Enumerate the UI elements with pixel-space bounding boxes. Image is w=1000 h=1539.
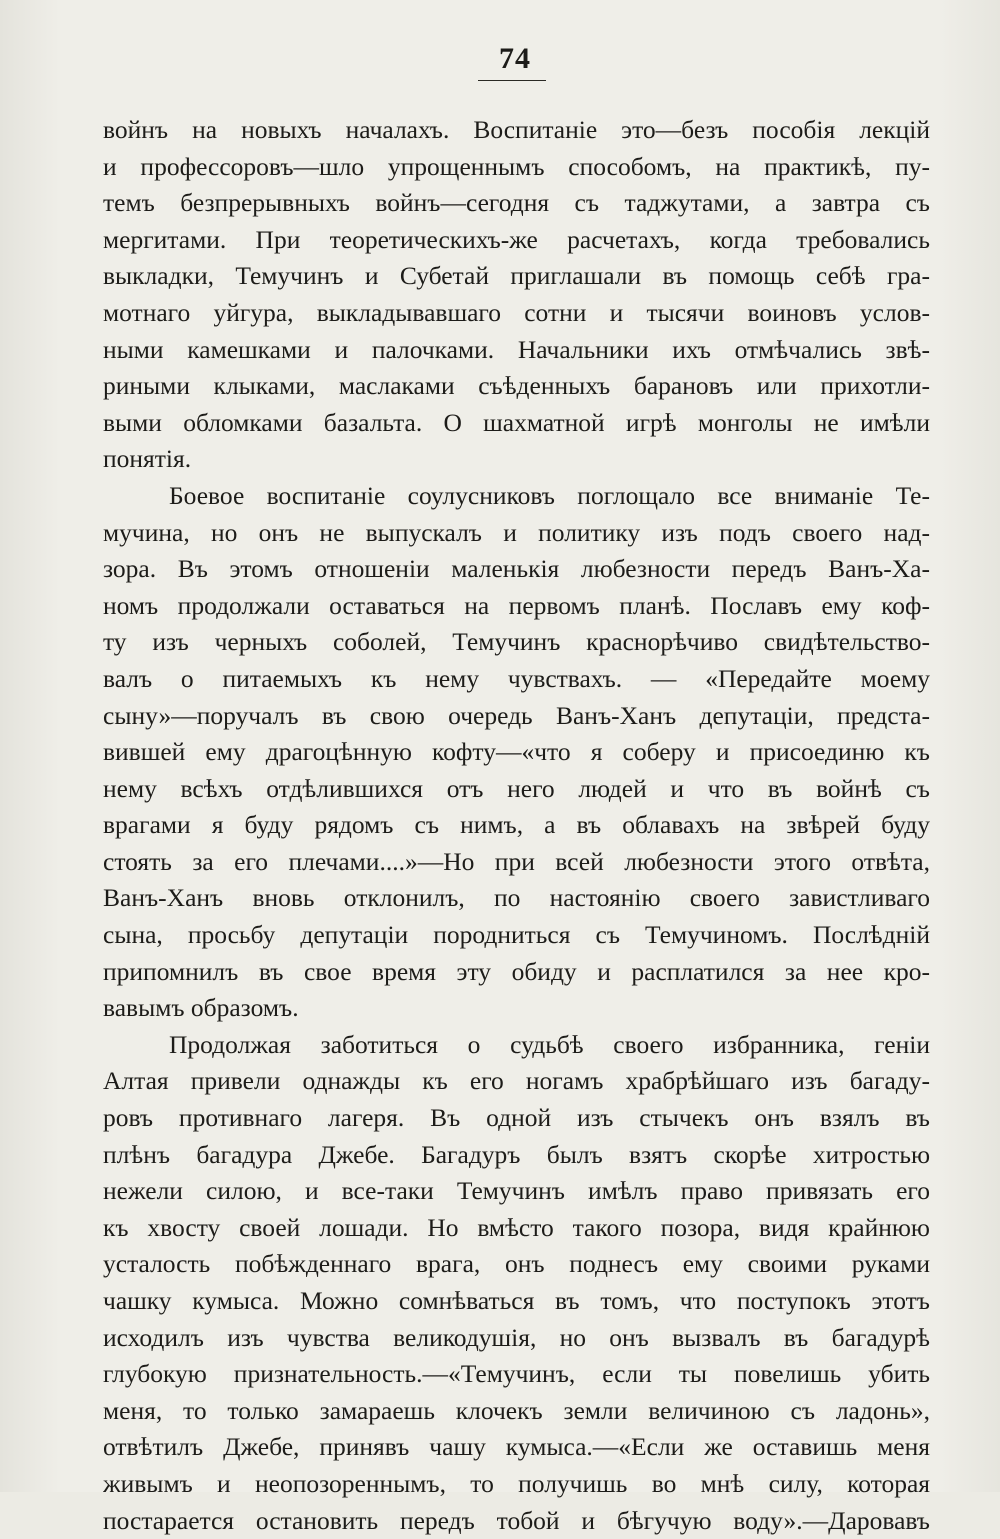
text-line: меня, то только замараешь клочекъ земли величиною съ ладонь», (103, 1395, 930, 1425)
text-line: мергитами. При теоретическихъ-же расчетахъ, когда требовались (103, 224, 930, 254)
text-line: вившей ему драгоцѣнную кофту—«что я соберу и присоединю къ (103, 737, 930, 767)
text-line: ту изъ черныхъ соболей, Темучинъ краснорѣчиво свидѣтельство- (103, 627, 930, 657)
paragraph-first-line: Продолжая заботиться о судьбѣ своего избранника, геніи (169, 1029, 930, 1059)
text-line: темъ безпрерывныхъ войнъ—сегодня съ таджутами, а завтра съ (103, 188, 930, 218)
text-line: отвѣтилъ Джебе, принявъ чашу кумыса.—«Если же оставишь меня (103, 1432, 930, 1462)
text-line: зора. Въ этомъ отношеніи маленькія любезности передъ Ванъ-Ха- (103, 554, 930, 584)
text-line: номъ продолжали оставаться на первомъ планѣ. Пославъ ему коф- (103, 590, 930, 620)
text-line: выкладки, Темучинъ и Субетай приглашали въ помощь себѣ гра- (103, 261, 930, 291)
text-line: плѣнъ багадура Джебе. Багадуръ былъ взятъ скорѣе хитростью (103, 1139, 930, 1169)
text-line: ровъ противнаго лагеря. Въ одной изъ стычекъ онъ взялъ въ (103, 1103, 930, 1133)
text-line: чашку кумыса. Можно сомнѣваться въ томъ, что поступокъ этотъ (103, 1286, 930, 1315)
text-line: мотнаго уйгура, выкладывавшаго сотни и тысячи воиновъ услов- (103, 297, 930, 327)
text-line: исходилъ изъ чувства великодушія, но онъ вызвалъ въ багадурѣ (103, 1322, 930, 1352)
text-line: сына, просьбу депутаціи породниться съ Темучиномъ. Послѣдній (103, 920, 930, 950)
text-line: валъ о питаемыхъ къ нему чувствахъ. — «Передайте моему (103, 663, 930, 693)
text-line: къ хвосту своей лошади. Но вмѣсто такого позора, видя крайнюю (103, 1212, 930, 1242)
text-line: нему всѣхъ отдѣлившихся отъ него людей и что въ войнѣ съ (103, 773, 930, 803)
paragraph-first-line: Боевое воспитаніе соулусниковъ поглощало все вниманіе Те- (169, 480, 930, 510)
page-number-underline (478, 80, 546, 81)
text-line: Алтая привели однажды къ его ногамъ храбрѣйшаго изъ багаду- (103, 1066, 930, 1096)
text-line: и профессоровъ—шло упрощеннымъ способомъ, на практикѣ, пу- (103, 151, 930, 181)
text-line: постарается остановить передъ тобой и бѣгучую воду».—Даровавъ (103, 1505, 930, 1535)
body-text (103, 112, 930, 1539)
text-line: стоять за его плечами....»—Но при всей любезности этого отвѣта, (103, 846, 930, 876)
text-line: сыну»—поручалъ въ свою очередь Ванъ-Ханъ депутаціи, предста- (103, 700, 930, 730)
text-line: усталость побѣжденнаго врага, онъ поднесъ ему своими руками (103, 1249, 930, 1279)
text-line: мучина, но онъ не выпускалъ и политику изъ подъ своего над- (103, 517, 930, 547)
text-line: ными камешками и палочками. Начальники ихъ отмѣчались звѣ- (103, 334, 930, 364)
page-number: 74 (499, 42, 531, 75)
text-line: Ванъ-Ханъ вновь отклонилъ, по настоянію своего завистливаго (103, 883, 930, 913)
text-line: врагами я буду рядомъ съ нимъ, а въ облавахъ на звѣрей буду (103, 810, 930, 840)
text-line: выми обломками базальта. О шахматной игрѣ монголы не имѣли (103, 407, 930, 437)
text-line: припомнилъ въ свое время эту обиду и расплатился за нее кро- (103, 956, 930, 986)
text-line: глубокую признательность.—«Темучинъ, если ты повелишь убить (103, 1359, 930, 1389)
text-line: войнъ на новыхъ началахъ. Воспитаніе это—безъ пособія лекцій (103, 115, 930, 144)
text-line: риными клыками, маслаками съѣденныхъ барановъ или прихотли- (103, 371, 930, 401)
text-line: понятія. (103, 444, 192, 474)
text-line: живымъ и неопозореннымъ, то получишь во мнѣ силу, которая (103, 1468, 930, 1498)
text-line: вавымъ образомъ. (103, 993, 299, 1023)
text-line: нежели силою, и все-таки Темучинъ имѣлъ право привязать его (103, 1176, 930, 1206)
